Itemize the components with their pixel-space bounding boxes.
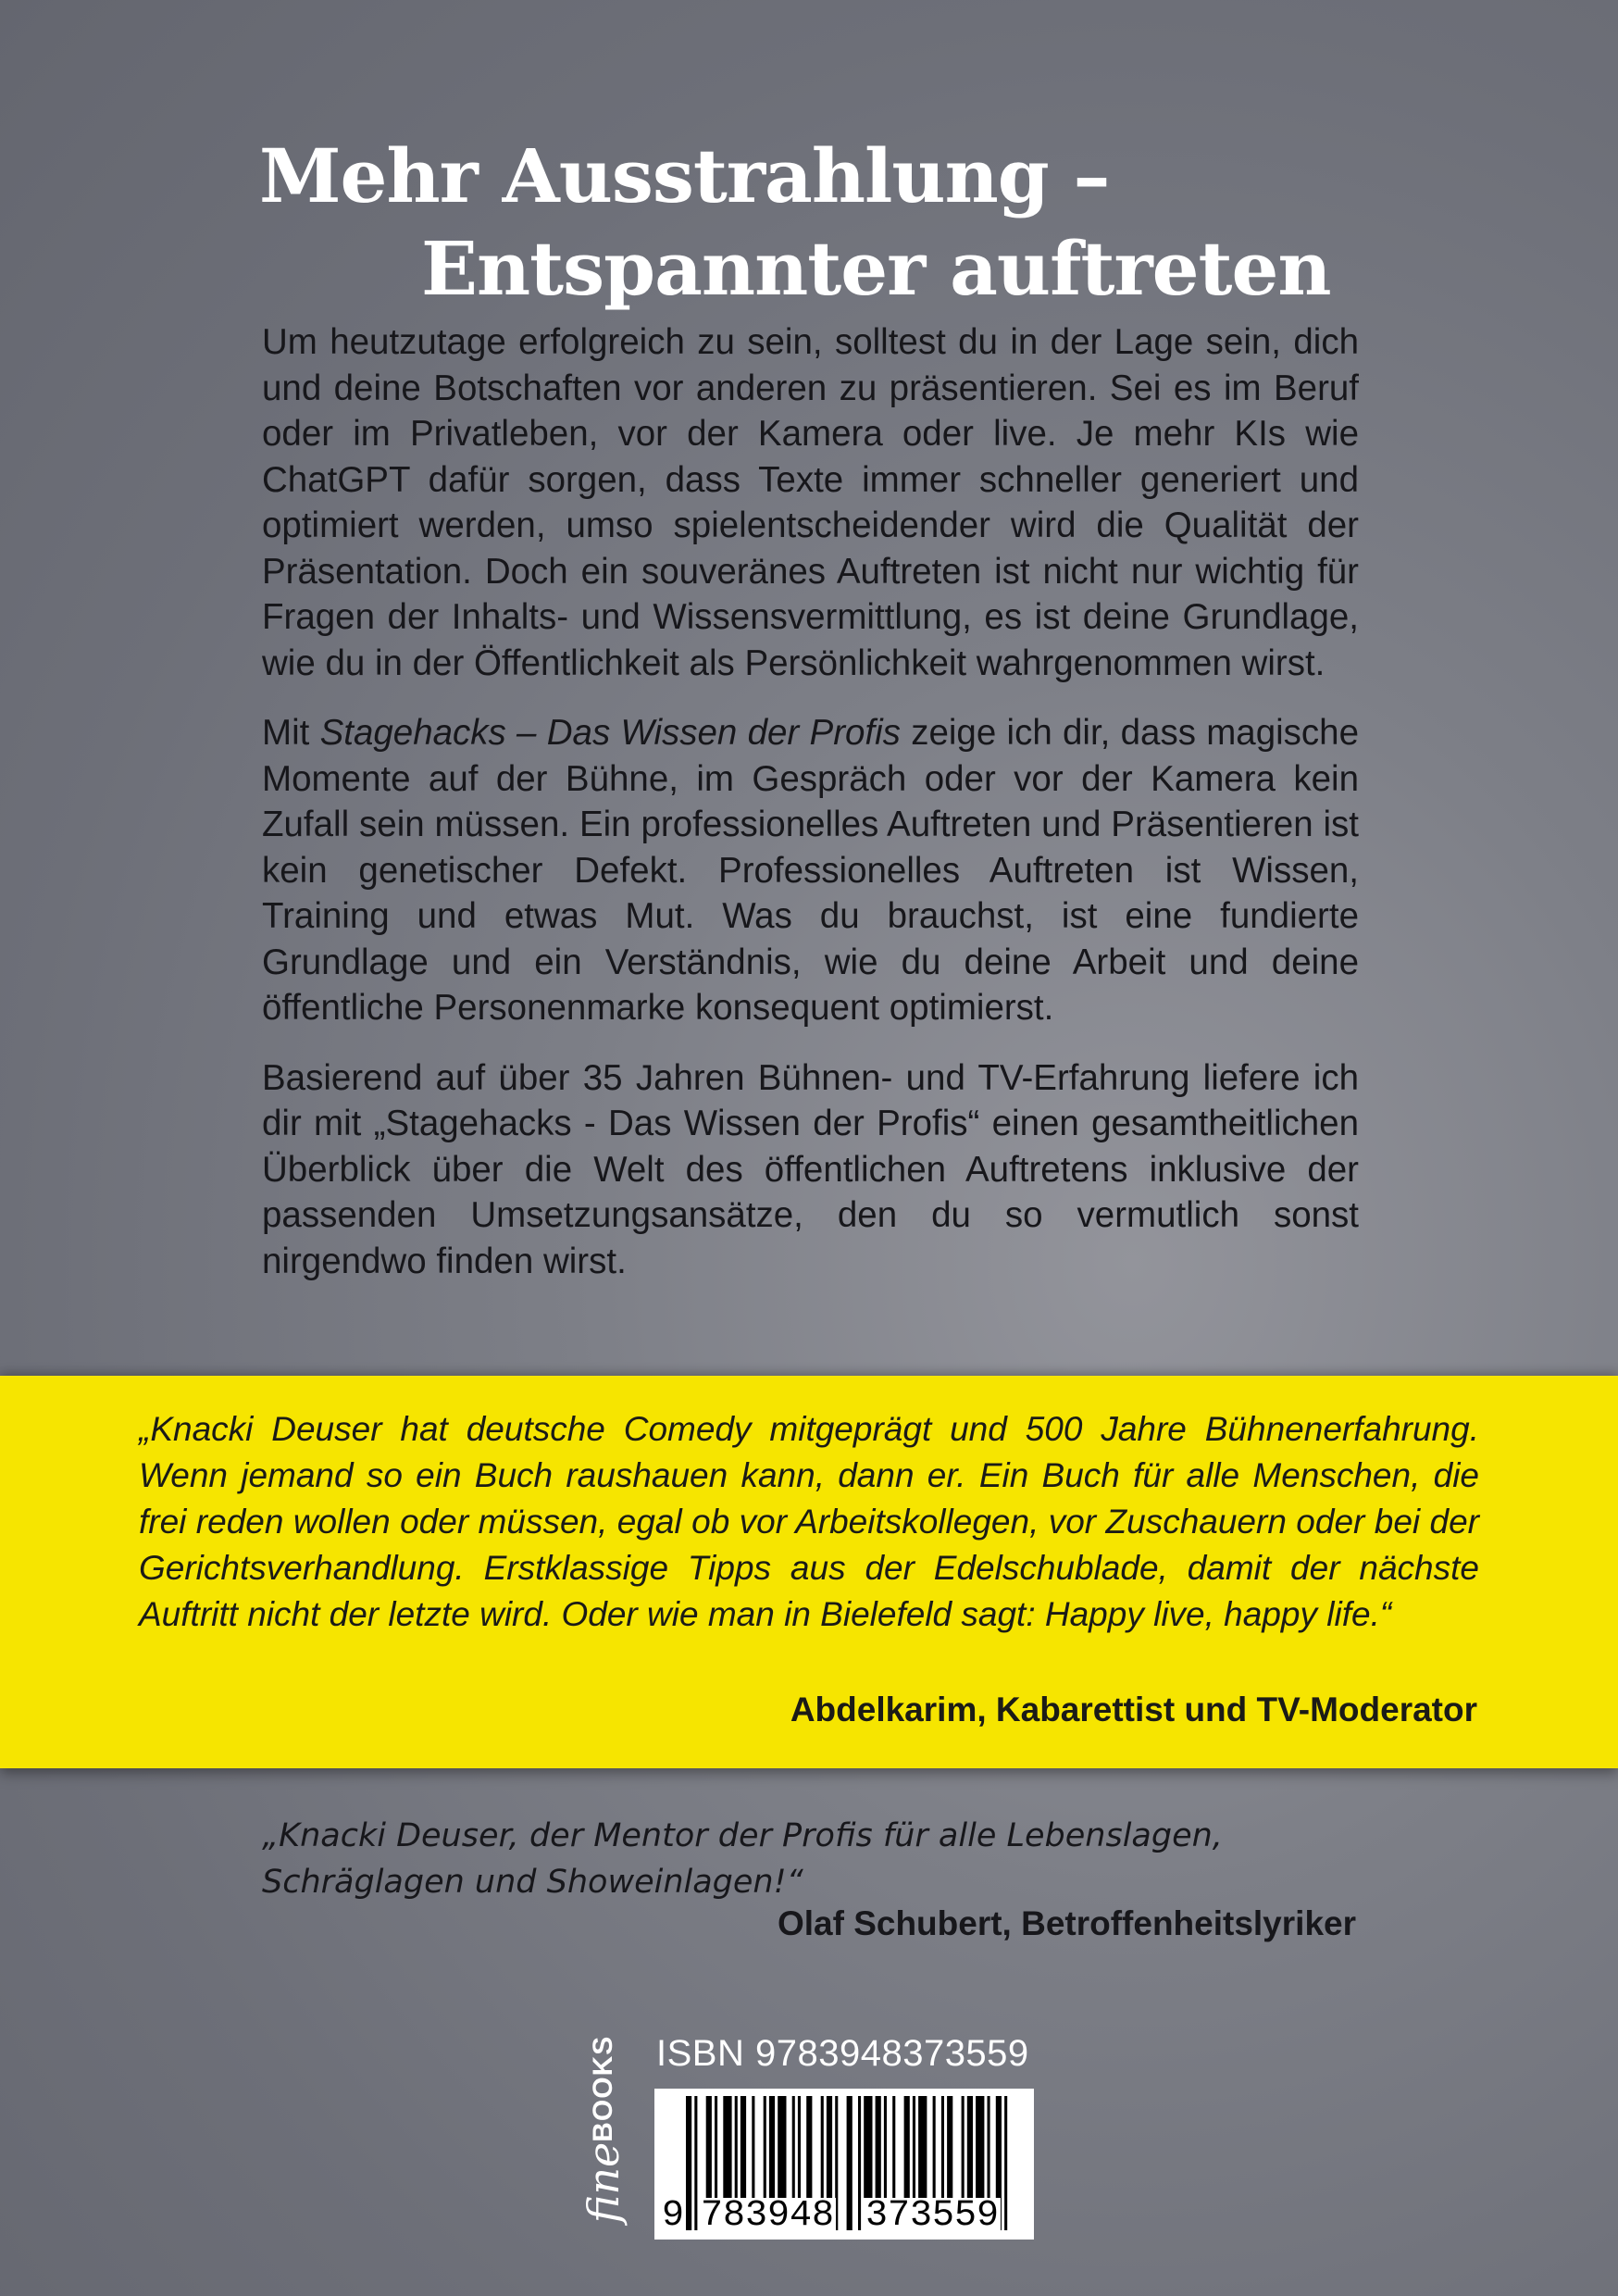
testimonial-quote-schubert: „Knacki Deuser, der Mentor der Profis für alle Lebenslagen, Schräglagen und Showeinlagen!“ bbox=[262, 1817, 1223, 1901]
barcode-digits bbox=[654, 2090, 1034, 2239]
headline-line-2: Entspannter auftreten bbox=[421, 225, 1331, 312]
publisher-logo bbox=[566, 2037, 641, 2222]
testimonial-attribution-schubert: Olaf Schubert, Betroffenheitslyriker bbox=[777, 1904, 1356, 1942]
yellow-quote-band bbox=[0, 1376, 1618, 1768]
blurb-paragraph-3: Basierend auf über 35 Jahren Bühnen- und TV-Erfahrung liefere ich dir mit „Stagehacks - Das Wissen der Profis“ einen gesamtheitlichen Überblick über die Welt des öffentlichen Auftretens inklusive der passenden Umsetzungsansätze, den du so vermutlich sonst nirgendwo finden wirst. bbox=[262, 1057, 1359, 1281]
headline bbox=[259, 130, 1370, 315]
book-title-italic: Stagehacks – Das Wissen der Profis bbox=[319, 713, 901, 753]
publisher-logo-books: BOOKS bbox=[588, 2035, 618, 2142]
blurb-text bbox=[262, 319, 1359, 1308]
barcode-digits-left: 783948 bbox=[701, 2195, 835, 2237]
testimonial-attribution-abdelkarim: Abdelkarim, Kabarettist und TV-Moderator bbox=[790, 1691, 1477, 1728]
blurb-paragraph-2 bbox=[262, 710, 1359, 1031]
paragraph-2-rest: zeige ich dir, dass magische Momente auf der Bühne, im Gespräch oder vor der Kamera kein Zufall sein müssen. Ein professionelles Auftreten und Präsentieren ist kein genetischer Defekt. Professionelles Auftreten ist Wissen, Training und etwas Mut. Was du brauchst, ist eine fundierte Grundlage und ein Verständnis, wie du deine Arbeit und deine öffentliche Personenmarke konsequent optimierst. bbox=[262, 713, 1359, 1028]
isbn-barcode bbox=[654, 2089, 1034, 2240]
testimonial-quote-abdelkarim: „Knacki Deuser hat deutsche Comedy mitgeprägt und 500 Jahre Bühnenerfahrung. Wenn jemand so ein Buch raushauen kann, dann er. Ein Buch für alle Menschen, die frei reden wollen oder müssen, egal ob vor Arbeitskollegen, vor Zuschauern oder bei der Gerichtsverhandlung. Erstklassige Tipps aus der Edelschublade, damit der nächste Auftritt nicht der letzte wird. Oder wie man in Bielefeld sagt: Happy live, happy life.“ bbox=[139, 1410, 1479, 1633]
blurb-paragraph-1: Um heutzutage erfolgreich zu sein, solltest du in der Lage sein, dich und deine Botschaften vor anderen zu präsentieren. Sei es im Beruf oder im Privatleben, vor der Kamera oder live. Je mehr KIs wie ChatGPT dafür sorgen, dass Texte immer schneller generiert und optimiert werden, umso spielentscheidender wird die Qualität der Präsentation. Doch ein souveränes Auftreten ist nicht nur wichtig für Fragen der Inhalts- und Wissensvermittlung, es ist deine Grundlage, wie du in der Öffentlichkeit als Persönlichkeit wahrgenommen wirst. bbox=[262, 322, 1359, 683]
barcode-digit-first: 9 bbox=[662, 2195, 685, 2237]
isbn-label: ISBN 9783948373559 bbox=[656, 2033, 1029, 2074]
headline-line-1: Mehr Ausstrahlung – bbox=[259, 132, 1110, 219]
paragraph-2-intro: Mit bbox=[262, 713, 320, 753]
publisher-logo-fine: fine bbox=[579, 2141, 629, 2224]
barcode-digits-right: 373559 bbox=[865, 2195, 1000, 2237]
